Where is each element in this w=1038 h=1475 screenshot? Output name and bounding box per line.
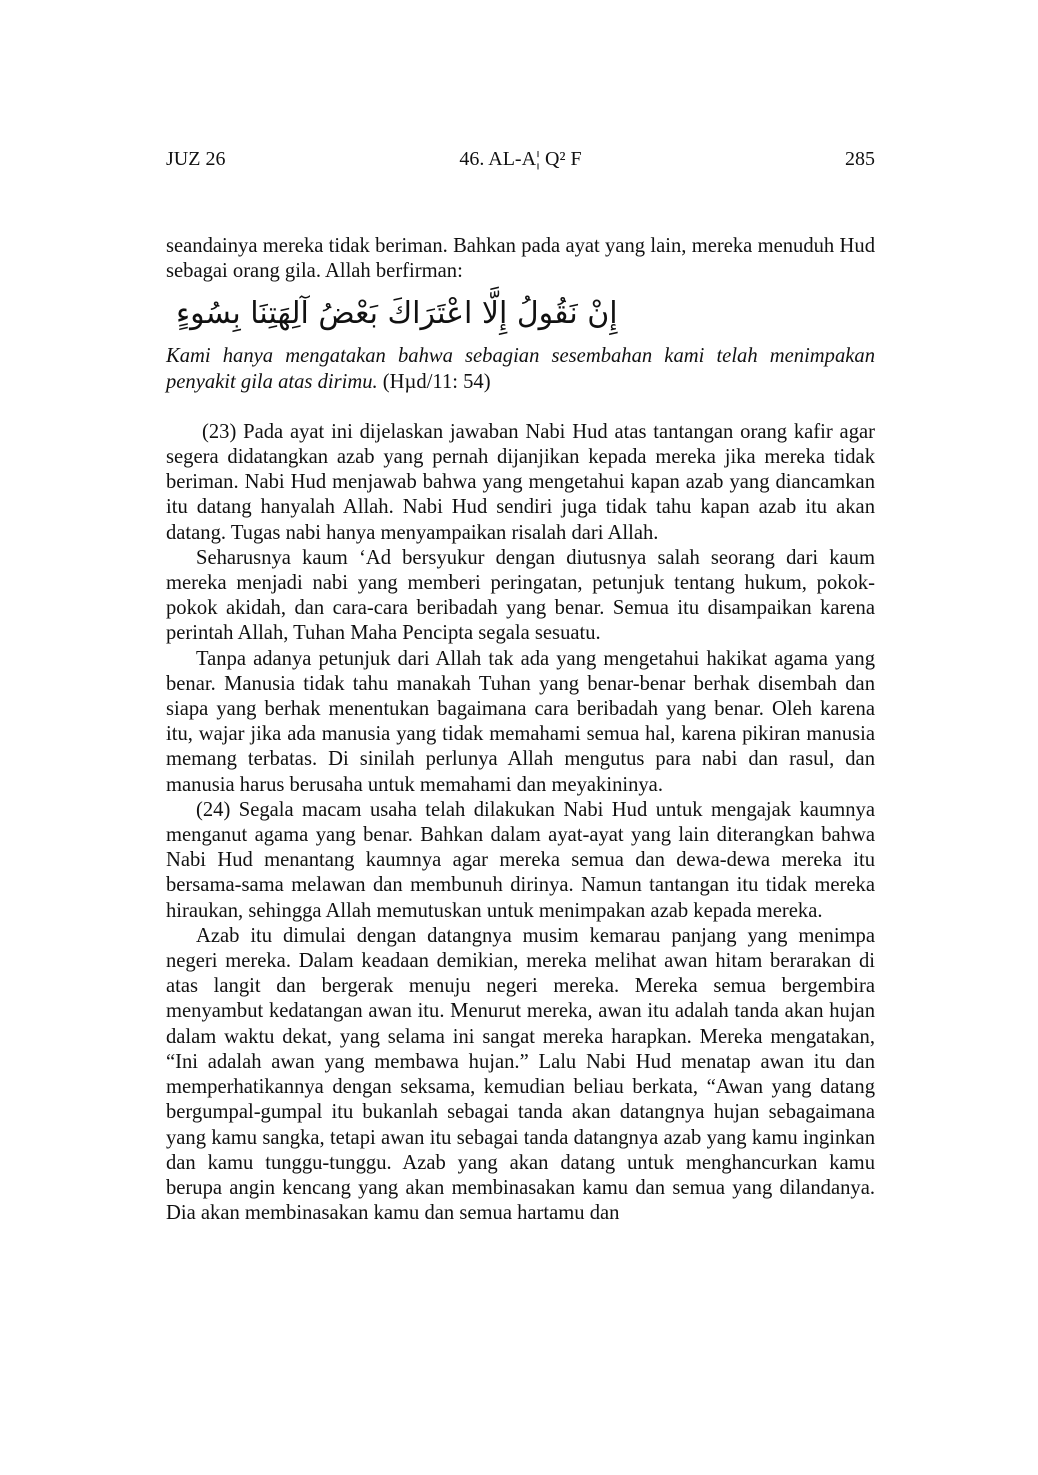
running-header xyxy=(166,146,875,172)
paragraph: Azab itu dimulai dengan datangnya musim kemarau panjang yang menimpa negeri mereka. Dalam keadaan demikian, mereka melihat awan hitam berarakan di atas langit dan bergerak menuju negeri mereka. Mereka semua bergembira menyambut kedatangan awan itu. Menurut mereka, awan itu adalah tanda akan hujan dalam waktu dekat, yang selama ini sangat mereka harapkan. Mereka mengatakan, “Ini adalah awan yang membawa hujan.” Lalu Nabi Hud menatap awan itu dan memperhatikannya dengan seksama, kemudian beliau berkata, “Awan yang datang bergumpal-gumpal itu bukanlah sebagai tanda akan datangnya hujan sebagaimana yang kamu sangka, tetapi awan itu sebagai tanda datangnya azab yang kamu inginkan dan kamu tunggu-tunggu. Azab yang akan datang untuk menghancurkan kamu berupa angin kencang yang akan membinasakan kamu dan semua yang dilandanya. Dia akan membinasakan kamu dan semua hartamu dan xyxy=(166,924,875,1225)
juz-label: JUZ 26 xyxy=(166,148,226,170)
paragraph: Seharusnya kaum ‘Ad bersyukur dengan diutusnya salah seorang dari kaum mereka menjadi nabi yang memberi peringatan, petunjuk tentang hukum, pokok-pokok akidah, dan cara-cara beribadah yang benar. Semua itu disampaikan karena perintah Allah, Tuhan Maha Pencipta segala sesuatu. xyxy=(166,546,875,645)
paragraph: Tanpa adanya petunjuk dari Allah tak ada yang mengetahui hakikat agama yang benar. Manusia tidak tahu manakah Tuhan yang benar-benar berhak disembah dan siapa yang berhak menentukan bagaimana cara beribadah yang benar. Oleh karena itu, wajar jika ada manusia yang tidak memahami semua hal, karena pikiran manusia memang terbatas. Di sinilah perlunya Allah mengutus para nabi dan rasul, dan manusia harus berusaha untuk memahami dan meyakininya. xyxy=(166,647,875,796)
body-text xyxy=(166,234,875,1226)
page-number: 285 xyxy=(845,148,875,170)
arabic-verse: إِنْ نَقُولُ إِلَّا اعْتَرَاكَ بَعْضُ آلِهَتِنَا بِسُوءٍ xyxy=(176,296,618,332)
verse-translation xyxy=(166,344,875,394)
surah-title: 46. AL-A¦ Q² F xyxy=(459,148,582,170)
verse-reference: (Hµd/11: 54) xyxy=(382,370,491,393)
paragraph-23: (23) Pada ayat ini dijelaskan jawaban Nabi Hud atas tantangan orang kafir agar segera didatangkan azab yang pernah dijanjikan kepada mereka jika mereka tidak beriman. Nabi Hud menjawab bahwa yang mengetahui kapan azab yang diancamkan itu datang hanyalah Allah. Nabi Hud sendiri juga tidak tahu kapan azab itu akan datang. Tugas nabi hanya menyampaikan risalah dari Allah. xyxy=(166,420,875,544)
intro-paragraph: seandainya mereka tidak beriman. Bahkan pada ayat yang lain, mereka menuduh Hud sebagai orang gila. Allah berfirman: xyxy=(166,235,875,283)
paragraph-24: (24) Segala macam usaha telah dilakukan Nabi Hud untuk mengajak kaumnya menganut agama yang benar. Bahkan dalam ayat-ayat yang lain diterangkan bahwa Nabi Hud menantang kaumnya agar mereka semua dan dewa-dewa mereka itu bersama-sama melawan dan membunuh dirinya. Namun tantangan itu tidak mereka hiraukan, sehingga Allah memutuskan untuk menimpakan azab kepada mereka. xyxy=(166,798,875,922)
translation-text: Kami hanya mengatakan bahwa sebagian sesembahan kami telah menimpakan penyakit gila atas dirimu. xyxy=(166,345,875,393)
